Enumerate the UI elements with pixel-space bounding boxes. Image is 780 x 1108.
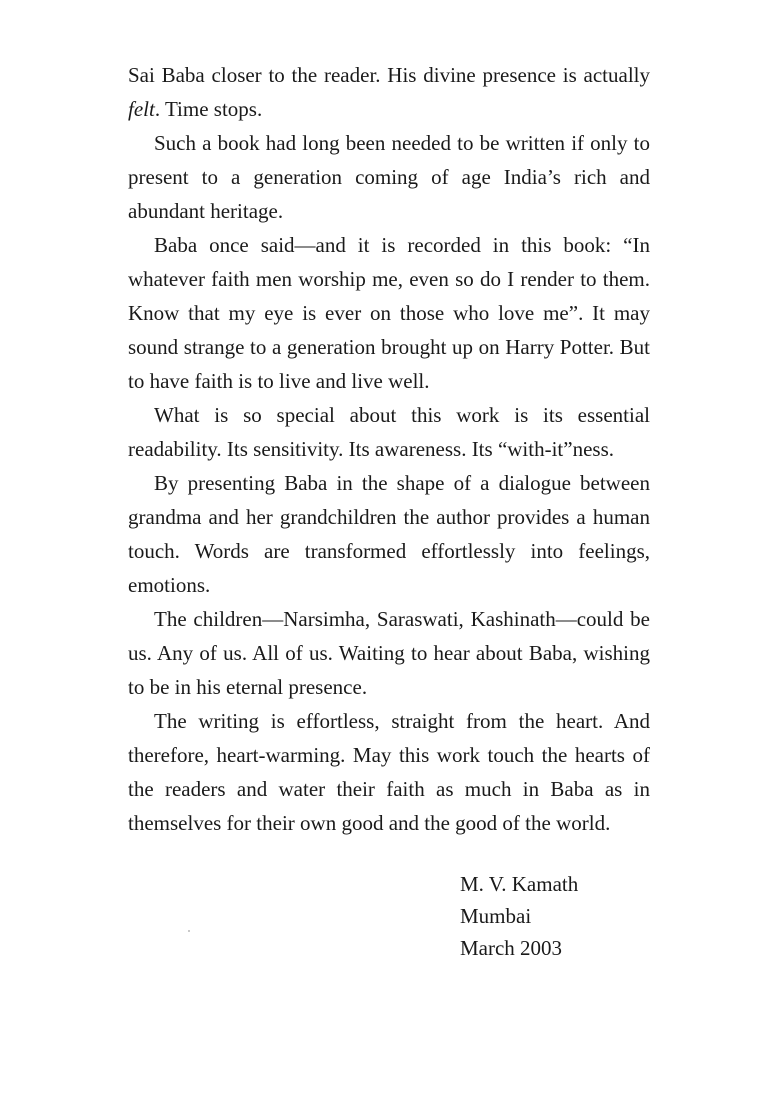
text-run: The children—Narsimha, Saraswati, Kashinath—could be us. Any of us. All of us. Waiting to hear about Baba, wishing to be in his eternal presence. — [128, 607, 650, 699]
author-date: March 2003 — [460, 936, 563, 960]
text-run: The writing is effortless, straight from the heart. And therefore, heart-warming. May this work touch the hearts of the readers and water their faith as much in Baba as in themselves for their own good and the good of the world. — [128, 709, 650, 835]
author-name: M. V. Kamath — [460, 872, 579, 896]
paper-speck — [188, 930, 190, 932]
paragraph — [128, 58, 650, 126]
text-run: . Time stops. — [154, 97, 263, 121]
author-place: Mumbai — [460, 904, 532, 928]
text-run: Sai Baba closer to the reader. His divine presence is actually — [128, 63, 650, 87]
italic-text: felt — [128, 97, 155, 121]
text-run: What is so special about this work is its essential readability. Its sensitivity. Its awareness. Its “with-it”ness. — [128, 403, 650, 461]
text-run: By presenting Baba in the shape of a dialogue between grandma and her grandchildren the author provides a human touch. Words are transformed effortlessly into feelings, emotions. — [128, 471, 650, 597]
paragraph — [128, 398, 650, 466]
body-text — [128, 58, 650, 840]
paragraph — [128, 704, 650, 840]
paragraph — [128, 228, 650, 398]
text-run: Such a book had long been needed to be written if only to present to a generation coming of age India’s rich and abundant heritage. — [128, 131, 650, 223]
paragraph — [128, 126, 650, 228]
paragraph — [128, 602, 650, 704]
paragraph — [128, 466, 650, 602]
text-run: Baba once said—and it is recorded in this book: “In whatever faith men worship me, even so do I render to them. Know that my eye is ever on those who love me”. It may sound strange to a generation brought up on Harry Potter. But to have faith is to live and live well. — [128, 233, 650, 393]
signature-block — [460, 868, 578, 964]
